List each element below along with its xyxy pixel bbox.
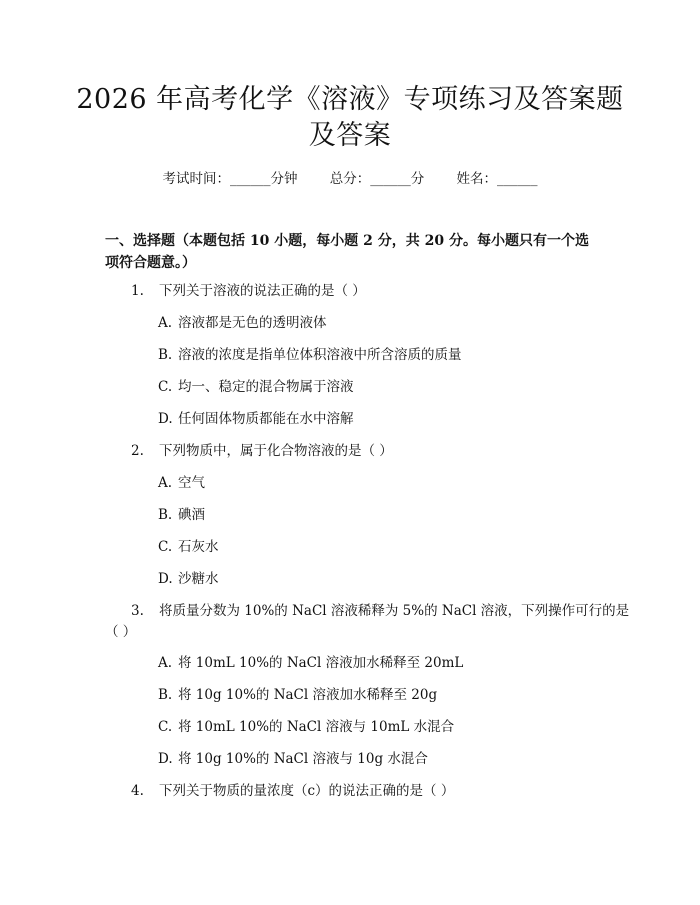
question-3-option-b xyxy=(158,685,437,705)
exam-student-name: 姓名：______ xyxy=(456,171,538,187)
option-label: D. xyxy=(158,411,173,427)
question-3 xyxy=(131,601,629,621)
exam-time: 考试时间：______分钟 xyxy=(162,171,298,187)
option-label: A. xyxy=(158,315,173,331)
doc-title-line-1: 2026 年高考化学《溶液》专项练习及答案题 xyxy=(76,84,624,115)
section-heading: 一、选择题（本题包括 10 小题，每小题 2 分，共 20 分。每小题只有一个选项符合题意。） xyxy=(105,233,589,271)
question-2-option-b xyxy=(158,505,205,525)
question-3-option-d xyxy=(158,749,428,769)
exam-total-score: 总分：______分 xyxy=(329,171,425,187)
question-stem: 将质量分数为 10%的 NaCl 溶液稀释为 5%的 NaCl 溶液，下列操作可行的是 xyxy=(159,603,630,619)
doc-title-line-2: 及答案 xyxy=(308,120,392,151)
question-stem: 下列关于物质的量浓度（c）的说法正确的是（ ） xyxy=(159,783,455,799)
option-label: A. xyxy=(158,655,173,671)
option-label: A. xyxy=(158,475,173,491)
option-label: C. xyxy=(158,539,173,555)
question-2-option-d xyxy=(158,569,219,589)
question-number: 2. xyxy=(131,443,144,459)
question-1 xyxy=(131,281,366,301)
option-text: 任何固体物质都能在水中溶解 xyxy=(178,411,354,427)
question-number: 3. xyxy=(131,603,144,619)
question-number: 4. xyxy=(131,783,144,799)
question-2-option-a xyxy=(158,473,205,493)
option-text: 溶液都是无色的透明液体 xyxy=(178,315,327,331)
question-1-option-d xyxy=(158,409,354,429)
question-4 xyxy=(131,781,454,801)
option-label: D. xyxy=(158,571,173,587)
question-stem: 下列物质中，属于化合物溶液的是（ ） xyxy=(159,443,393,459)
option-text: 将 10mL 10%的 NaCl 溶液加水稀释至 20mL xyxy=(178,655,464,671)
exam-meta xyxy=(0,167,700,187)
question-1-option-c xyxy=(158,377,354,397)
option-label: B. xyxy=(158,507,173,523)
option-text: 将 10g 10%的 NaCl 溶液与 10g 水混合 xyxy=(178,751,428,767)
option-text: 石灰水 xyxy=(178,539,219,555)
option-label: B. xyxy=(158,347,173,363)
option-text: 溶液的浓度是指单位体积溶液中所含溶质的质量 xyxy=(178,347,462,363)
option-text: 空气 xyxy=(178,475,205,491)
option-text: 将 10g 10%的 NaCl 溶液加水稀释至 20g xyxy=(178,687,438,703)
option-label: B. xyxy=(158,687,173,703)
question-stem: 下列关于溶液的说法正确的是（ ） xyxy=(159,283,366,299)
option-label: C. xyxy=(158,719,173,735)
question-2-option-c xyxy=(158,537,219,557)
option-text: 均一、稳定的混合物属于溶液 xyxy=(178,379,354,395)
option-label: C. xyxy=(158,379,173,395)
question-number: 1. xyxy=(131,283,144,299)
question-1-option-b xyxy=(158,345,462,365)
question-3-stem-continued: （ ） xyxy=(105,624,137,640)
question-2 xyxy=(131,441,393,461)
option-text: 沙糖水 xyxy=(178,571,219,587)
question-1-option-a xyxy=(158,313,327,333)
option-label: D. xyxy=(158,751,173,767)
option-text: 碘酒 xyxy=(178,507,205,523)
option-text: 将 10mL 10%的 NaCl 溶液与 10mL 水混合 xyxy=(178,719,455,735)
question-3-option-a xyxy=(158,653,463,673)
question-3-option-c xyxy=(158,717,454,737)
